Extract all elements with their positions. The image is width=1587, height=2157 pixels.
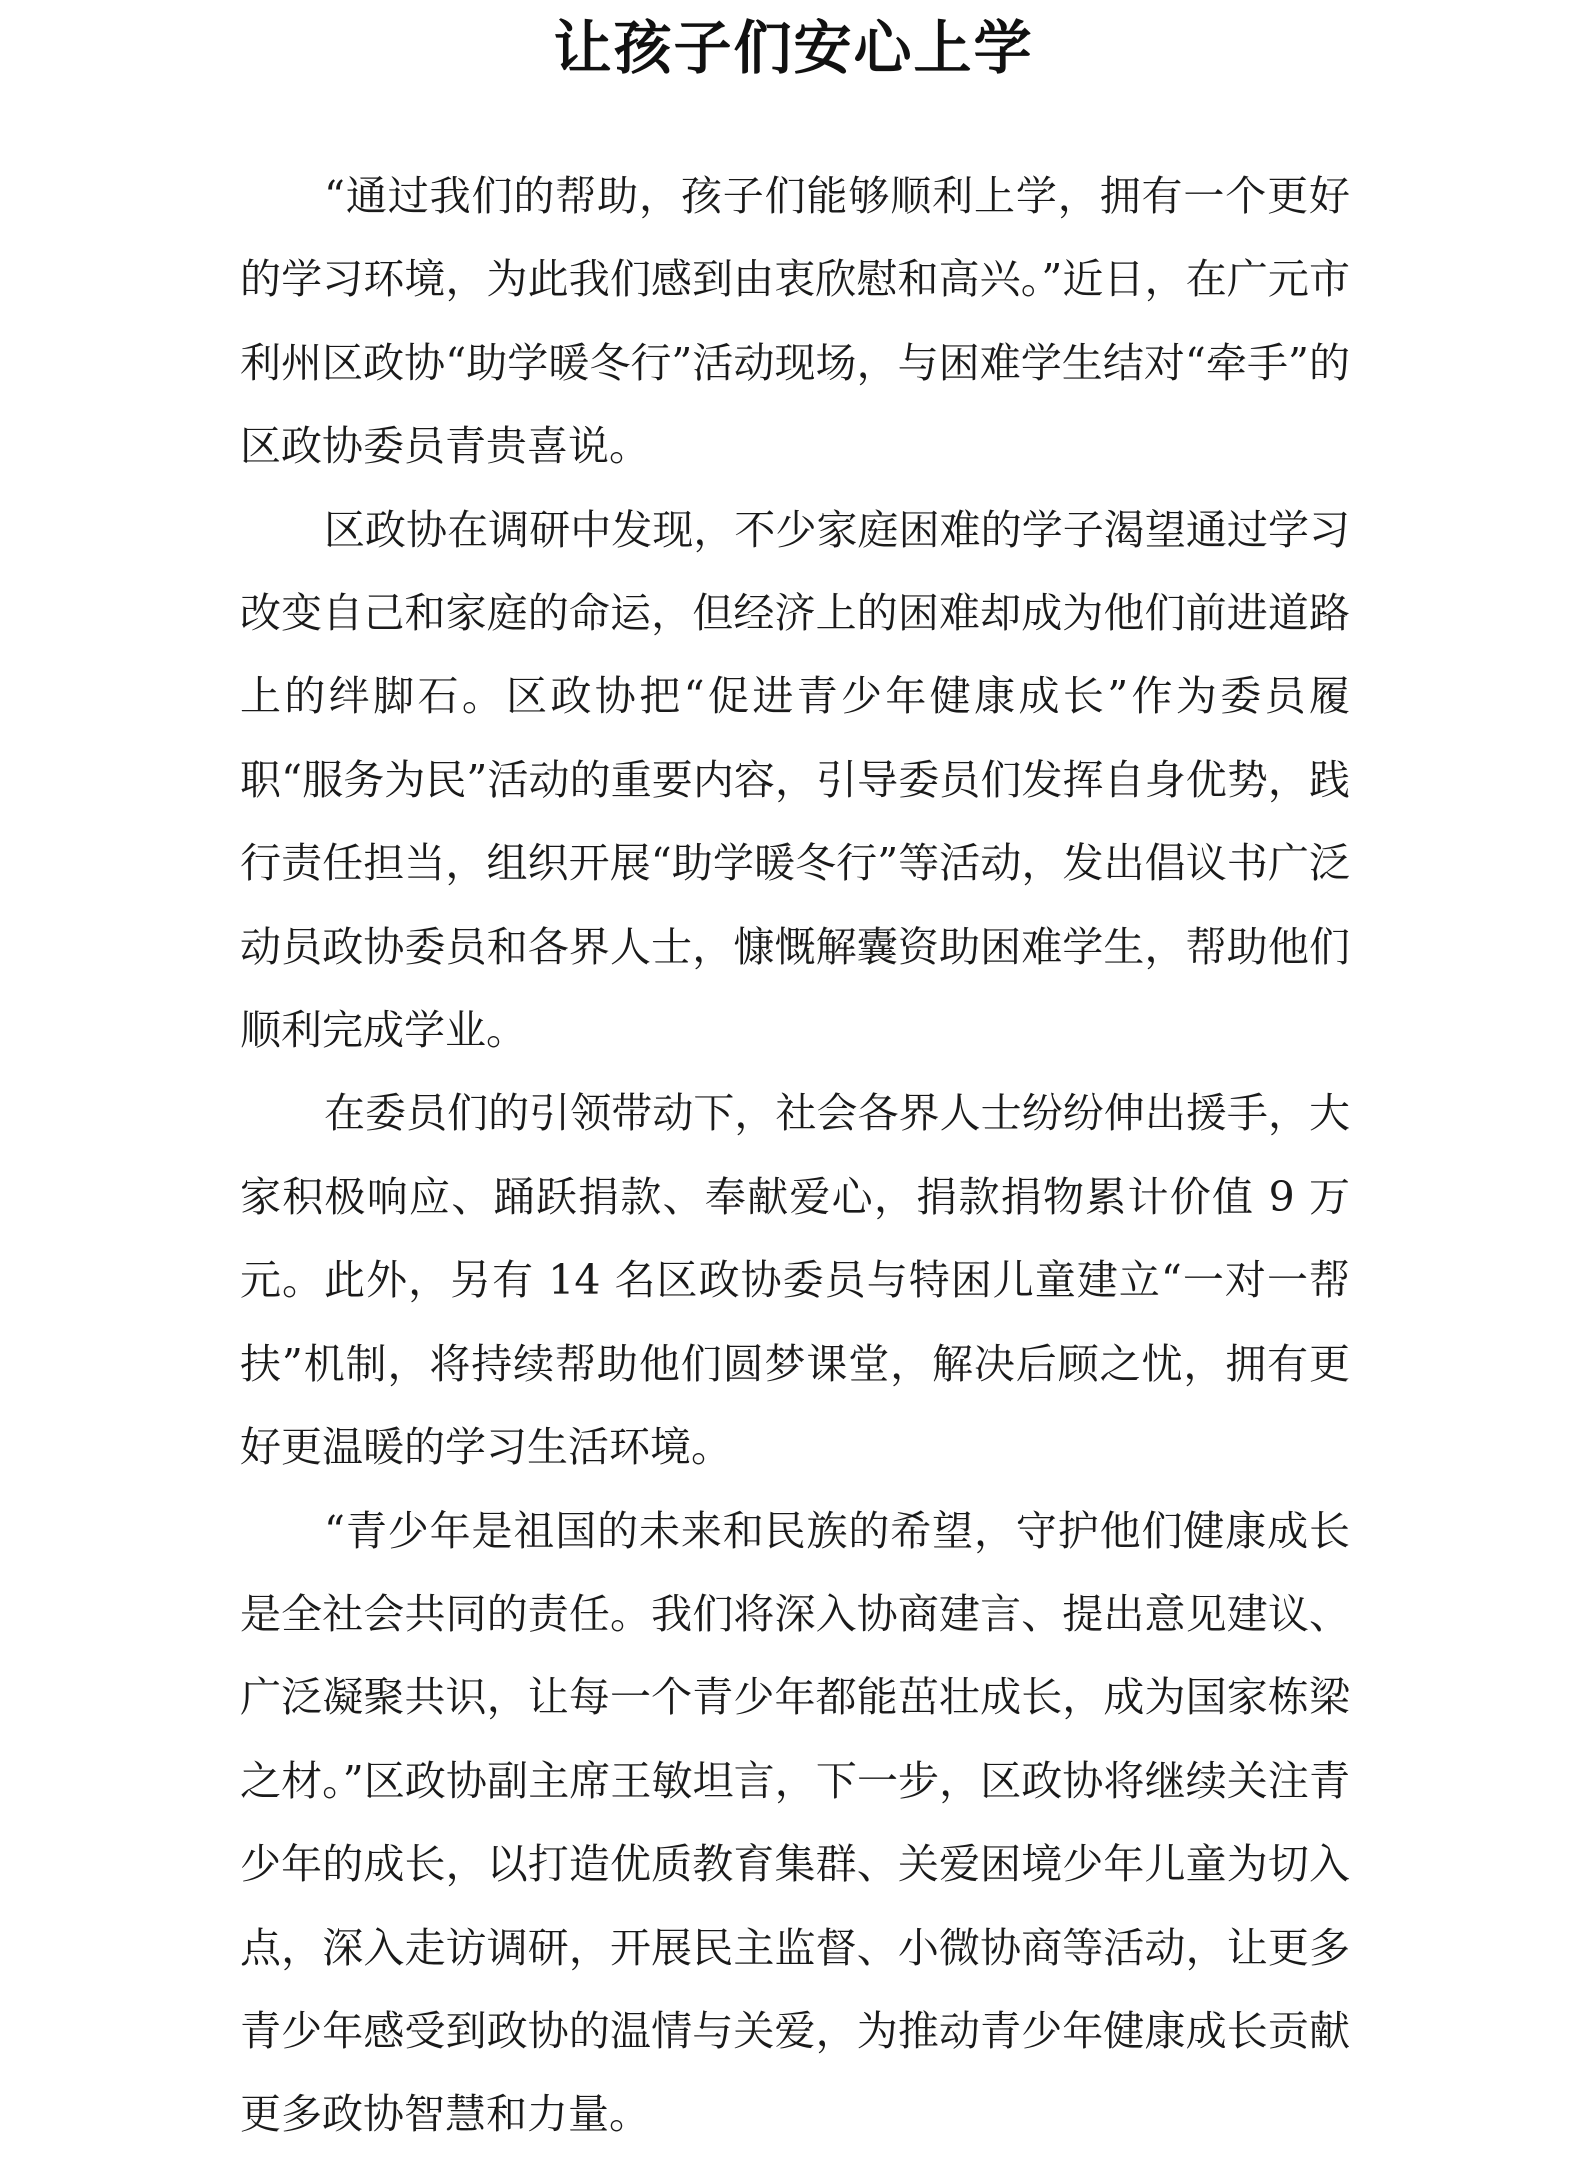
paragraph-2: 区政协在调研中发现，不少家庭困难的学子渴望通过学习改变自己和家庭的命运，但经济上的困难却成为他们前进道路上的绊脚石。区政协把“促进青少年健康成长”作为委员履职“服务为民”活动的重要内容，引导委员们发挥自身优势，践行责任担当，组织开展“助学暖冬行”等活动，发出倡议书广泛动员政协委员和各界人士，慷慨解囊资助困难学生，帮助他们顺利完成学业。 <box>240 505 1350 1055</box>
paragraph-4: “青少年是祖国的未来和民族的希望，守护他们健康成长是全社会共同的责任。我们将深入协商建言、提出意见建议、广泛凝聚共识，让每一个青少年都能茁壮成长，成为国家栋梁之材。”区政协副主席王敏坦言，下一步，区政协将继续关注青少年的成长，以打造优质教育集群、关爱困境少年儿童为切入点，深入走访调研，开展民主监督、小微协商等活动，让更多青少年感受到政协的温情与关爱，为推动青少年健康成长贡献更多政协智慧和力量。 <box>240 1506 1350 2139</box>
article-title: 让孩子们安心上学 <box>553 14 1034 82</box>
paragraph-3: 在委员们的引领带动下，社会各界人士纷纷伸出援手，大家积极响应、踊跃捐款、奉献爱心，捐款捐物累计价值 9 万元。此外，另有 14 名区政协委员与特困儿童建立“一对一帮扶”机制，将持续帮助他们圆梦课堂，解决后顾之忧，拥有更好更温暖的学习生活环境。 <box>240 1089 1350 1472</box>
article-body <box>240 155 1350 2157</box>
paragraph-1: “通过我们的帮助，孩子们能够顺利上学，拥有一个更好的学习环境，为此我们感到由衷欣慰和高兴。”近日，在广元市利州区政协“助学暖冬行”活动现场，与困难学生结对“牵手”的区政协委员青贵喜说。 <box>240 172 1350 471</box>
